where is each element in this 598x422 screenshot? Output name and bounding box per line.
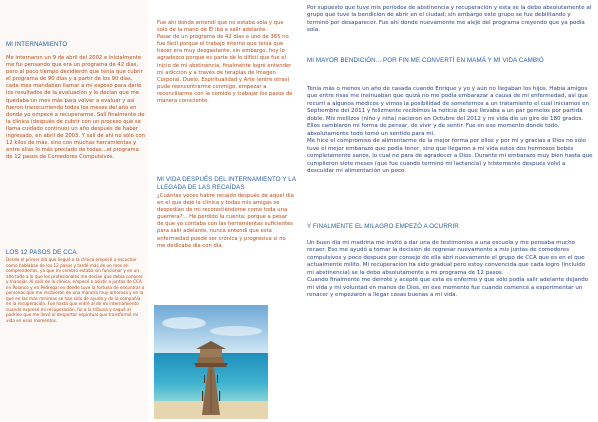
paragraph-recaidas: ¿Cuántas veces habré recaído después de aquel día en el que dejé la clínica y todas mis amigas se despedían de mi reconociéndome como toda una guerrera?... He perdido la cuenta; porque a pesar de que yo contaba con las herramientas suficientes para salir adelante, nunca entendí que esta enfermedad puede ser crónica y progresiva si no me dedicaba día con día. — [157, 193, 294, 249]
column-left — [0, 0, 148, 422]
heading-vida-despues: MI VIDA DESPUÉS DEL INTERNAMIENTO Y LA LLEGADA DE LAS RECAÍDAS — [157, 176, 296, 191]
paragraph-12-pasos: Desde el primer día que llegué a la clínica empecé a escuchar como hablaban de los 12 pasos y tardé más de un mes en comprenderlos, ya que mi cerebro estaba sin funcionar y en un año todo a lo que los profesionales me decían que debía conocer y manejar. Al salir de la clínica, empecé a asistir a juntas de CCA en Polanco y en Pedregal en donde tuve la fortuna de encontrar a personas que me recibieron de una manera muy amorosa y en la que en las más mínimas se han sido de ayuda y de la compañía en la recuperación. Fue hasta que entré al de mi internamiento cuando expresé mi recuperación, fui a la tribuna y saqué al padrino que me llevó al despertar espiritual que transformó mi vida en esos momentos. — [6, 257, 145, 324]
paragraph-periodos: Por supuesto que tuve mis periodos de abstinencia y recuperación y esta se la debo absolutamente al grupo que tuve la bendición de abrir en el ciudad; sin embargo este grupo se fue debilitando y terminó por desaparecer. Fue ahí donde nuevamente me alejé del programa creyendo que ya podía sola. — [307, 5, 592, 34]
heading-internamiento: MI INTERNAMIENTO — [6, 41, 68, 48]
heading-mama: MI MAYOR BENDICIÓN... POR FIN ME CONVERTÍ EN MAMÁ Y MI VIDA CAMBIÓ — [307, 57, 544, 64]
pier-photo — [154, 305, 268, 419]
paragraph-mama: Tenía más o menos un año de casada cuando Enrique y yo y aún no llegaban los hijos. Había amigos que entre risas me insinuaban que quizá no me podía embarazar a causa de mi enfermedad, así que recurrí a algunos médicos y vimos la posibilidad de someternos a un tratamiento el cual iniciamos en Septiembre del 2011 y felizmente recibimos la noticia de que llevaba a un par gemelos por partida doble. Mis mellizos (niño y niña) nacieron en Octubre del 2012 y mi vida dio un giro de 180 grados. Ellos cambiaron mi forma de pensar, de vivir y de sentir. Fue en ese momento donde todo, absolutamente todo tomó un sentido para mí. Me hice el compromiso de alimentarme de la mejor forma por ellos y por mí y gracias a Dios no sólo tuve el mejor embarazo que podía tener, sino que llegaron a mi vida estos dos hermosos bebés completamente sanos, lo cual no para de agradecer a Dios. Durante mi embarazo muy bien hasta que cumplieron siete meses (que fue cuando terminó mi lactancia) y tristemente después volví a descuidar mi alimentación un poco. — [307, 86, 593, 174]
paragraph-milagro: Un buen día mi madrina me invitó a dar una de testimonios a una escuela y me pensaba mucho recaer. Eso me ayudó a tomar la decisión de regresar nuevamente a mis juntas de comedores compulsivos y poco después por consejo de ella abrí nuevamente el grupo de CCA que es en el que actualmente milito. Mi recuperación ha sido gradual pero estoy convencida que cada logro (incluido mi abstinencia) se la debo absolutamente a mi programa de 12 pasos. Cuando finalmente me derroté y acepté que esta es enfermo y que sólo podía salir adelante dejando mi vida y mi voluntad en manos de Dios, en ese momento fue cuando comencé a experimentar un renacer y empezaron a llegar cosas buenas a mi vida. — [307, 240, 589, 299]
column-right — [300, 0, 598, 422]
paragraph-internamiento: Me internaron un 9 de abril del 2002 e inicialmente me fui pensando que era un programa de 42 días, pero al poco tiempo decidieron que tenía que cubrir el programa de 90 días y a partir de los 90 días, cada mes mandaban llamar a mi esposo para darle los resultados de la evaluación y le decían que me quedaba un mes más para volver a evaluar y así fueron transcurriendo todos los meses del año en donde yo empecé a recuperarme. Salí finalmente de la clínica (después de cubrir con un proceso que se llama cuidado continuo) un año después de haber ingresado, en abril de 2003. Y salí de ahí no sólo con 12 kilos de más, sino con muchas herramientas y entre ellas lo más preciado de todas…el programa de 12 pasos de Comedores Compulsivos. — [6, 55, 145, 161]
heading-12-pasos: LOS 12 PASOS DE CCA — [6, 249, 77, 256]
heading-milagro: Y FINALMENTE EL MILAGRO EMPEZÓ A OCURRIR — [307, 223, 459, 230]
paragraph-fue-ahi: Fue ahí donde entendí que no estaba sola y que sólo de la mano de Él iba a salir adelante. Pasar de un programa de 42 días a uno de 365 no fue fácil porque el trabajo interno que tenía que hacer era muy desgastante, sin embargo, hoy lo agradezco porque es parte de lo difícil que fue el inicio de mi abstinencia, finalmente logré entender mi adicción y a través de terapias de Imagen Corporal, Duelo, Espiritualidad y Arte (entre otras) pude reencontrarme conmigo, empezar a reconciliarme con la comida y trabajar los pasos de manera consciente. — [157, 20, 293, 105]
